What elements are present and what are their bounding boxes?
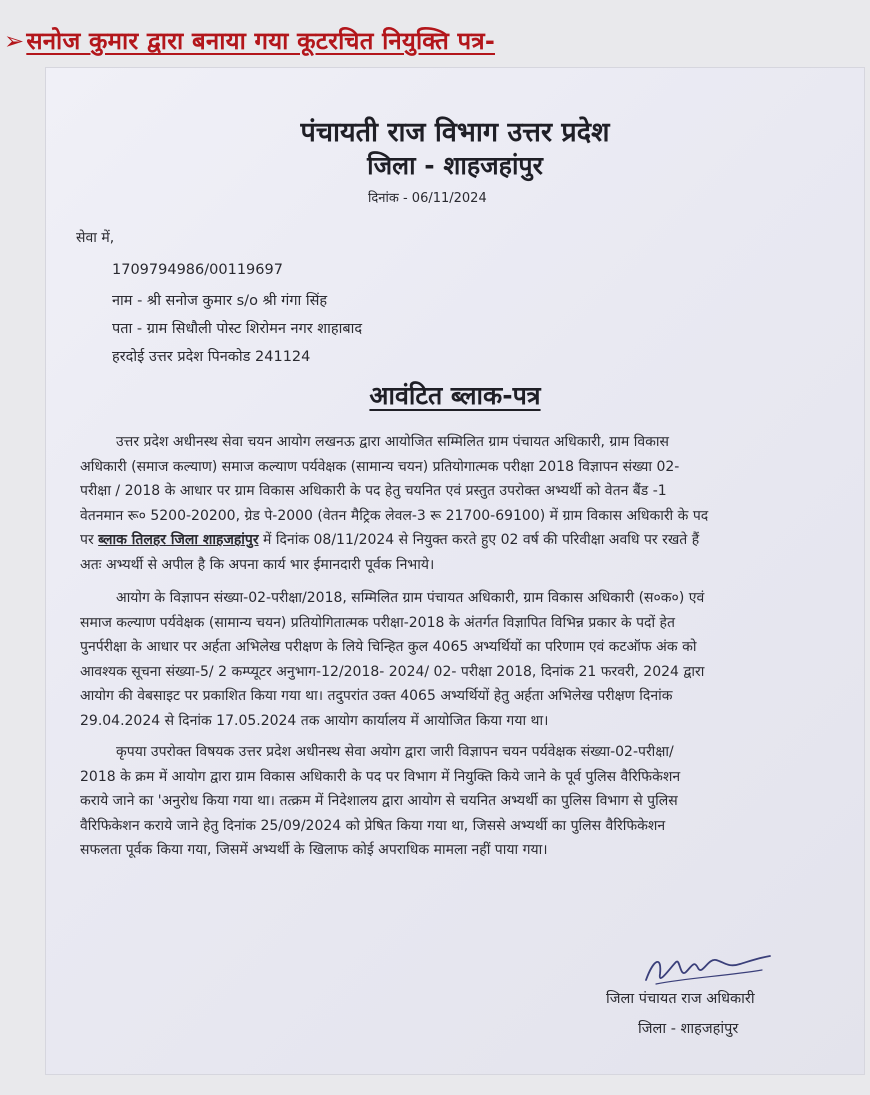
recipient-address-line1: पता - ग्राम सिधौली पोस्ट शिरोमन नगर शाहाबाद xyxy=(112,321,363,337)
line-suffix: में दिनांक 08/11/2024 से नियुक्त करते हुए 02 वर्ष की परिवीक्षा अवधि पर रखते हैं xyxy=(258,532,700,548)
signature-scribble-icon xyxy=(636,948,776,992)
paragraph-line: अधिकारी (समाज कल्याण) समाज कल्याण पर्यवेक्षक (सामान्य चयन) प्रतियोगात्मक परीक्षा 2018 विज्ञापन संख्या 02- xyxy=(80,458,680,475)
registration-number: 1709794986/00119697 xyxy=(112,262,283,278)
paragraph-police-verification xyxy=(80,740,836,863)
paragraph-line: कराये जाने का 'अनुरोध किया गया था। तत्क्रम में निदेशालय द्वारा आयोग से चयनित अभ्यर्थी का पुलिस विभाग से पुलिस xyxy=(80,793,678,809)
salutation: सेवा में, xyxy=(76,230,115,246)
paragraph-line: अतः अभ्यर्थी से अपील है कि अपना कार्य भार ईमानदारी पूर्वक निभाये। xyxy=(80,556,435,573)
caption-text: सनोज कुमार द्वारा बनाया गया कूटरचित नियुक्ति पत्र- xyxy=(26,27,495,55)
recipient-address-line2: हरदोई उत्तर प्रदेश पिनकोड 241124 xyxy=(112,349,311,365)
paragraph-line: आवश्यक सूचना संख्या-5/ 2 कम्प्यूटर अनुभाग-12/2018- 2024/ 02- परीक्षा 2018, दिनांक 21 फरवरी, 2024 द्वारा xyxy=(80,663,705,680)
paragraph-line: सफलता पूर्वक किया गया, जिसमें अभ्यर्थी के खिलाफ कोई अपराधिक मामला नहीं पाया गया। xyxy=(80,842,548,858)
paragraph-line: परीक्षा / 2018 के आधार पर ग्राम विकास अधिकारी के पद हेतु चयनित एवं प्रस्तुत उपरोक्त अभ्यर्थी को वेतन बैंड -1 xyxy=(80,483,667,499)
paragraph-line: कृपया उपरोक्त विषयक उत्तर प्रदेश अधीनस्थ सेवा अयोग द्वारा जारी विज्ञापन चयन पर्यवेक्षक संख्या-02-परीक्षा/ xyxy=(116,744,674,760)
paragraph-line: आयोग के विज्ञापन संख्या-02-परीक्षा/2018, सम्मिलित ग्राम पंचायत अधिकारी, ग्राम विकास अधिकारी (स०क०) एवं xyxy=(116,590,705,606)
letter-subject: आवंटित ब्लाक-पत्र xyxy=(369,381,541,410)
paragraph-appointment xyxy=(80,430,836,577)
department-heading: पंचायती राज विभाग उत्तर प्रदेश xyxy=(300,117,610,148)
page-caption xyxy=(4,24,495,57)
recipient-name: नाम - श्री सनोज कुमार s/o श्री गंगा सिंह xyxy=(112,293,328,309)
paragraph-line: उत्तर प्रदेश अधीनस्थ सेवा चयन आयोग लखनऊ द्वारा आयोजित सम्मिलित ग्राम पंचायत अधिकारी, ग्राम विकास xyxy=(116,434,669,450)
paragraph-line: आयोग की वेबसाइट पर प्रकाशित किया गया था। तदुपरांत उक्त 4065 अभ्यर्थियों हेतु अर्हता अभिलेख परीक्षण दिनांक xyxy=(80,688,673,704)
arrow-bullet-icon: ➢ xyxy=(4,27,25,55)
district-heading: जिला - शाहजहांपुर xyxy=(367,151,543,180)
posting-block-highlight: ब्लाक तिलहर जिला शाहजहांपुर xyxy=(98,532,259,548)
line-prefix: पर xyxy=(80,532,99,548)
paragraph-line: 29.04.2024 से दिनांक 17.05.2024 तक आयोग कार्यालय में आयोजित किया गया था। xyxy=(80,712,549,729)
paragraph-line: समाज कल्याण पर्यवेक्षक (सामान्य चयन) प्रतियोगितात्मक परीक्षा-2018 के अंतर्गत विज्ञापित विभिन्न प्रकार के पदों हेत xyxy=(80,614,675,631)
paragraph-line: वेतनमान रू० 5200-20200, ग्रेड पे-2000 (वेतन मैट्रिक लेवल-3 रू 21700-69100) में ग्राम विकास अधिकारी के पद xyxy=(80,507,709,524)
signatory-district: जिला - शाहजहांपुर xyxy=(638,1021,739,1037)
letter-date: दिनांक - 06/11/2024 xyxy=(368,191,487,206)
paragraph-exam-details xyxy=(80,586,836,733)
paragraph-line: वैरिफिकेशन कराये जाने हेतु दिनांक 25/09/2024 को प्रेषित किया गया था, जिससे अभ्यर्थी का पुलिस वैरिफिकेशन xyxy=(80,817,666,834)
paragraph-line: 2018 के क्रम में आयोग द्वारा ग्राम विकास अधिकारी के पद पर विभाग में नियुक्ति किये जाने के पूर्व पुलिस वैरिफिकेशन xyxy=(80,768,681,785)
signatory-title: जिला पंचायत राज अधिकारी xyxy=(606,991,755,1007)
letter-document xyxy=(46,68,864,1074)
paragraph-line: पुनर्परीक्षा के आधार पर अर्हता अभिलेख परीक्षण के लिये चिन्हित कुल 4065 अभ्यर्थियों का परिणाम एवं कटऑफ अंक को xyxy=(80,639,697,655)
paragraph-line xyxy=(80,528,836,553)
